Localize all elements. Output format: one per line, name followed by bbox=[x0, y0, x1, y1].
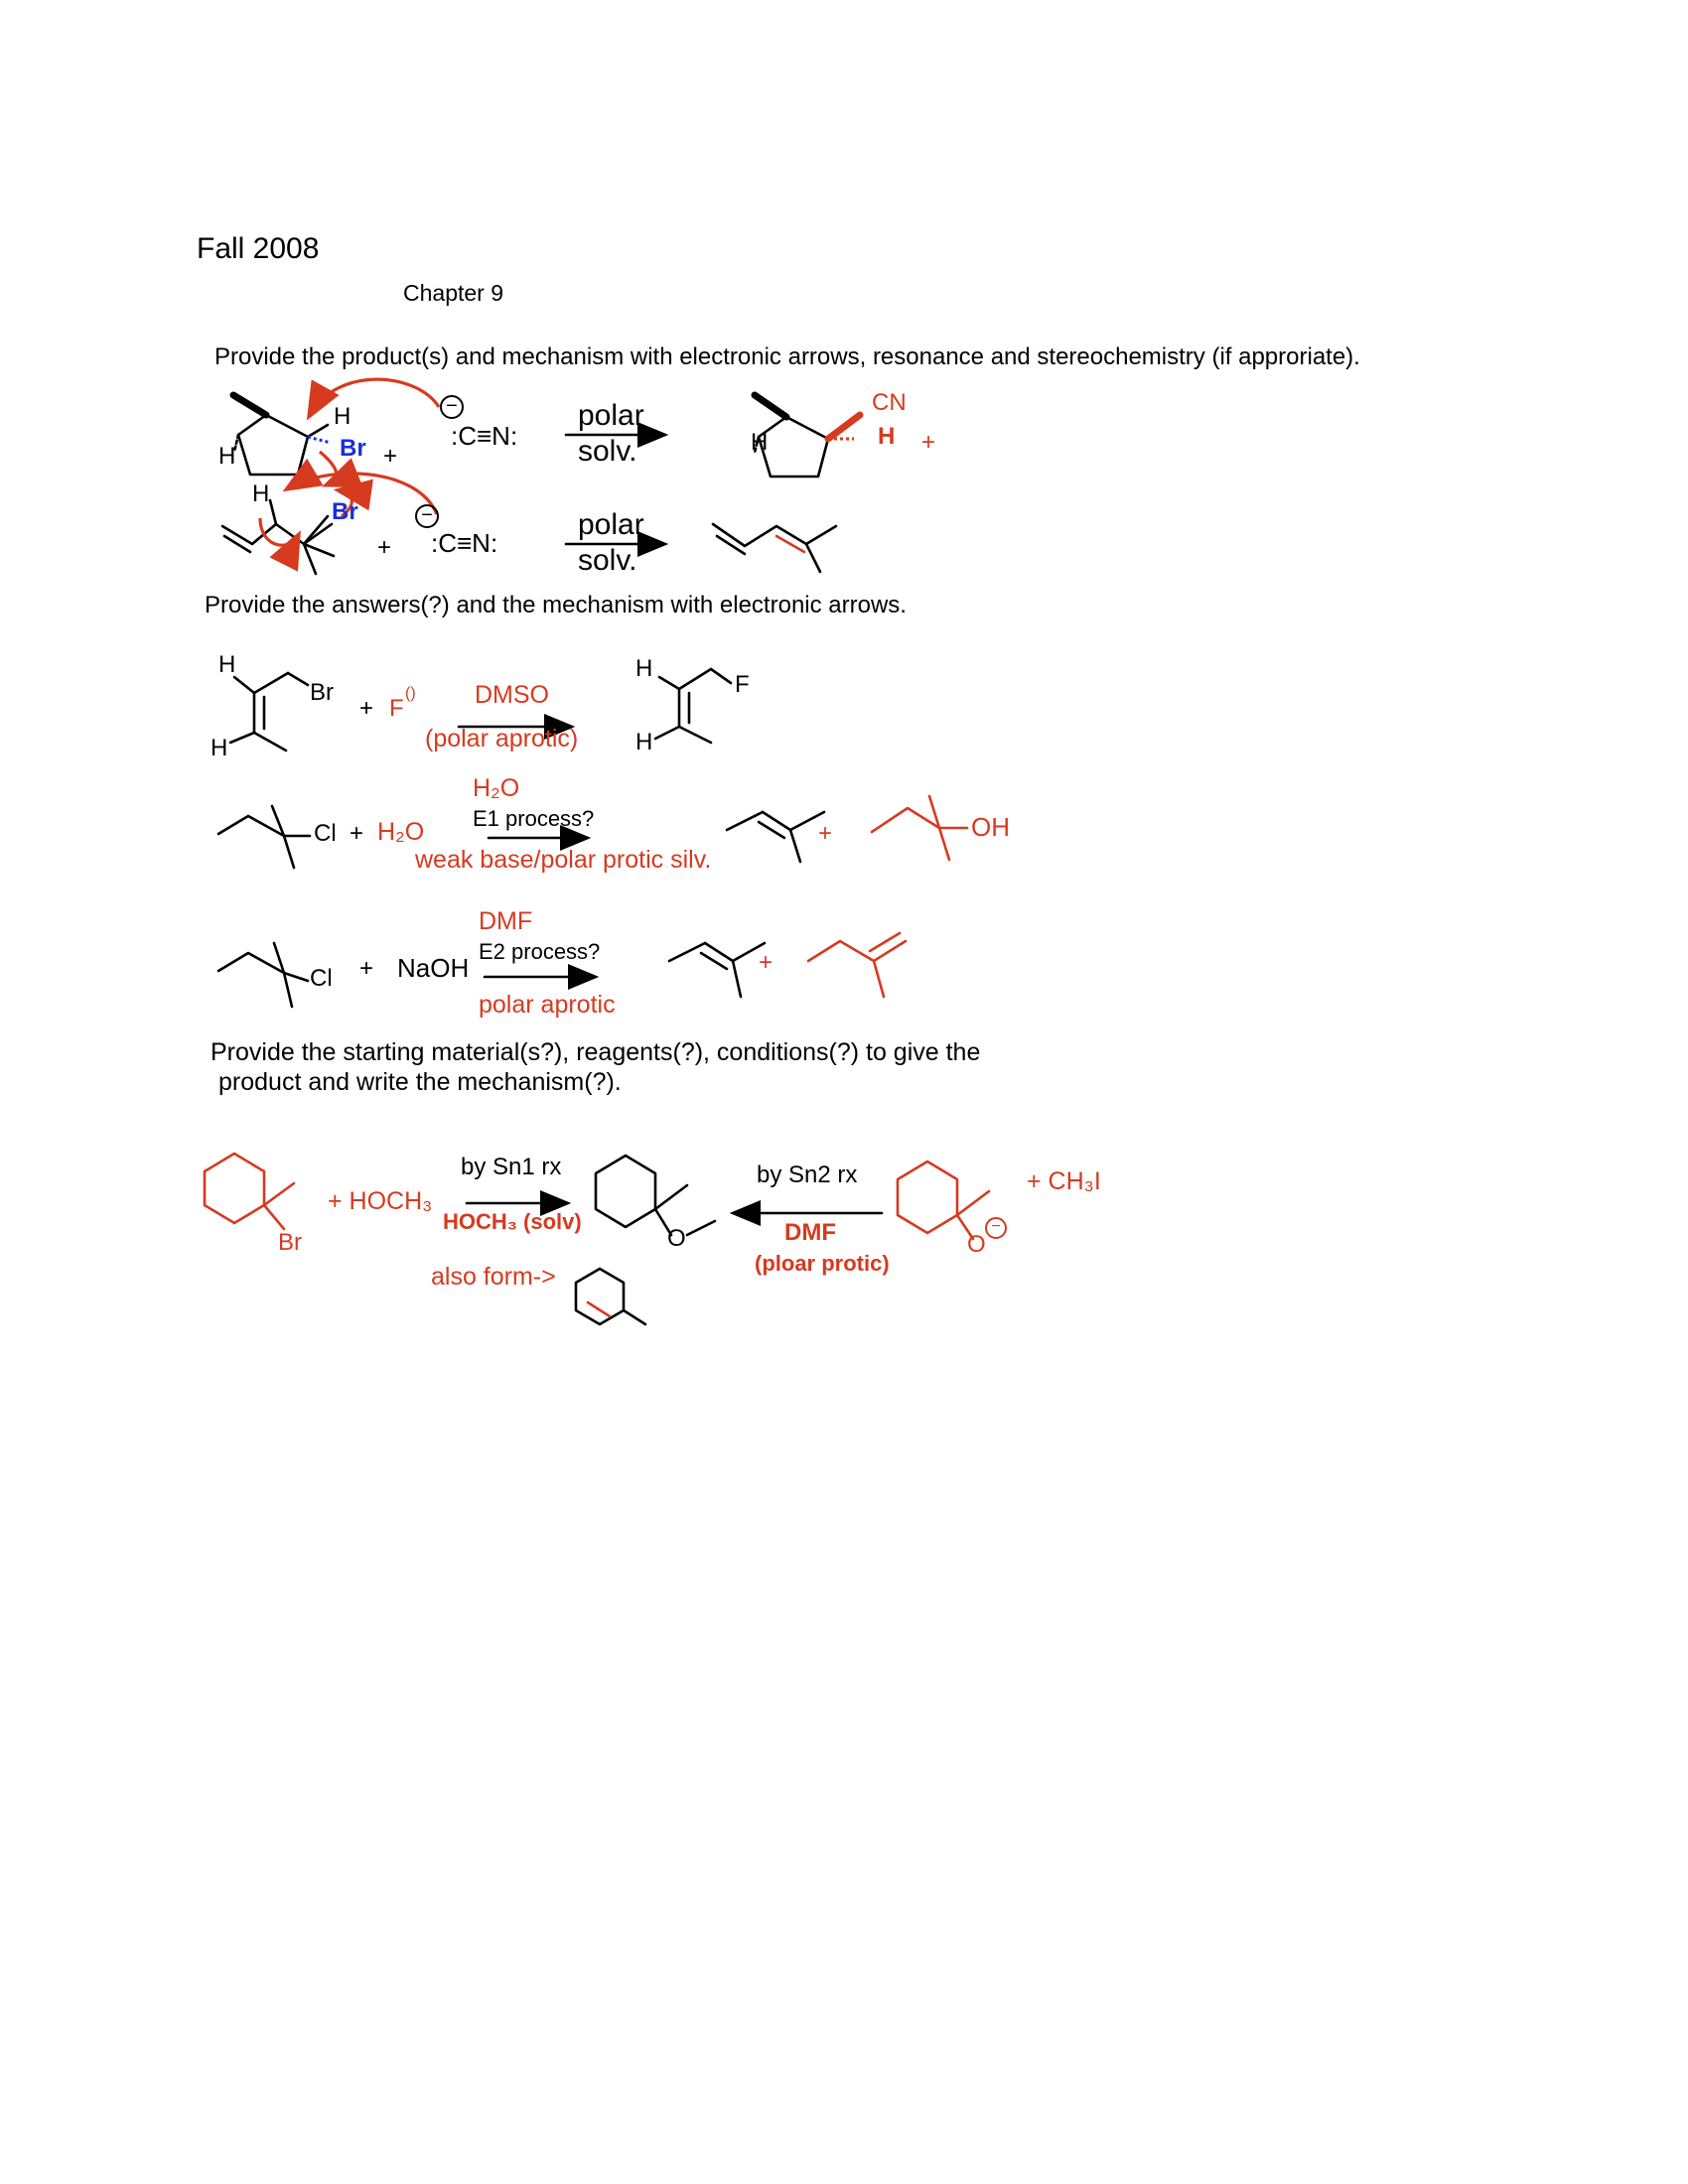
r6-reagent: + HOCH₃ bbox=[328, 1187, 433, 1215]
r2-reactant-chain bbox=[222, 500, 334, 574]
r5-cond-bottom: polar aprotic bbox=[479, 991, 616, 1019]
r4-oh: OH bbox=[971, 812, 1010, 842]
r3-cond-bottom: (polar aprotic) bbox=[425, 725, 579, 752]
r6-methyl-iodide: + CH₃I bbox=[1027, 1167, 1101, 1195]
r6-alkoxide bbox=[898, 1161, 989, 1239]
r4-cond-bottom: weak base/polar protic silv. bbox=[415, 846, 712, 874]
chapter-label: Chapter 9 bbox=[403, 280, 504, 306]
r4-reactant bbox=[218, 806, 310, 868]
r4-plus: + bbox=[350, 820, 364, 847]
r6-product bbox=[596, 1156, 715, 1235]
section3-instruction-line2: product and write the mechanism(?). bbox=[218, 1068, 622, 1096]
r1-br-label: Br bbox=[340, 435, 366, 462]
r4-water: H₂O bbox=[377, 818, 425, 846]
r2-nucleophile: :C≡N: bbox=[431, 528, 498, 558]
r3-product bbox=[655, 669, 731, 743]
r2-plus: + bbox=[377, 534, 392, 561]
r5-base: NaOH bbox=[397, 953, 470, 983]
r1-cond-bottom: solv. bbox=[578, 435, 637, 468]
r3-p-h2: H bbox=[635, 729, 653, 755]
r6-cond2-bottom: (ploar protic) bbox=[755, 1251, 890, 1276]
r5-plus: + bbox=[359, 955, 374, 982]
r3-plus: + bbox=[359, 695, 374, 722]
r6-starting-material bbox=[205, 1154, 294, 1229]
r6-negative-charge-icon: − bbox=[985, 1217, 1007, 1239]
r1-h-left: H bbox=[218, 443, 236, 470]
r2-arrow-deprotonate bbox=[288, 474, 437, 514]
r6-o-minus: O bbox=[967, 1231, 986, 1258]
r1-h-top: H bbox=[334, 403, 352, 430]
r4-product-alcohol bbox=[872, 796, 967, 860]
r5-product-alkene2 bbox=[808, 933, 906, 997]
r2-negative-charge-icon: − bbox=[415, 504, 439, 528]
r1-cond-top: polar bbox=[578, 399, 644, 432]
r1-negative-charge-icon: − bbox=[440, 395, 464, 419]
r6-alkene-byproduct bbox=[576, 1269, 645, 1324]
r1-plus: + bbox=[383, 443, 398, 470]
r5-reactant bbox=[218, 943, 308, 1007]
r3-h2: H bbox=[211, 735, 228, 761]
r1-prod-cn: CN bbox=[872, 389, 907, 416]
section2-instruction: Provide the answers(?) and the mechanism with electronic arrows. bbox=[205, 592, 907, 618]
r2-cond-bottom: solv. bbox=[578, 544, 637, 577]
r6-cond2-mid: DMF bbox=[784, 1219, 836, 1246]
r1-prod-h2: H bbox=[878, 423, 896, 450]
r6-br: Br bbox=[278, 1229, 302, 1256]
r3-cond-top: DMSO bbox=[475, 681, 549, 709]
r5-product-alkene1 bbox=[669, 943, 765, 997]
r4-product-alkene bbox=[727, 812, 824, 862]
r4-cl: Cl bbox=[314, 820, 337, 847]
r1-prod-h: H bbox=[751, 429, 769, 456]
r6-also: also form-> bbox=[431, 1263, 556, 1291]
r6-o: O bbox=[667, 1225, 686, 1252]
r5-cond-top: DMF bbox=[479, 907, 533, 935]
r6-cond2-top: by Sn2 rx bbox=[757, 1161, 858, 1188]
r1-arrow-br-leave bbox=[320, 452, 337, 484]
r2-product-chain bbox=[713, 524, 836, 572]
r4-cond-mid: E1 process? bbox=[473, 806, 595, 831]
r5-cl: Cl bbox=[310, 965, 333, 992]
r6-cond-top: by Sn1 rx bbox=[461, 1154, 562, 1180]
r2-cond-top: polar bbox=[578, 508, 644, 541]
r2-br-label: Br bbox=[332, 498, 358, 525]
r3-p-f: F bbox=[735, 671, 750, 698]
r5-plus2: + bbox=[759, 949, 774, 976]
r1-arrow-cn-attack bbox=[310, 379, 439, 415]
r1-nucleophile: :C≡N: bbox=[451, 421, 518, 451]
section3-instruction-line1: Provide the starting material(s?), reagents(?), conditions(?) to give the bbox=[211, 1038, 981, 1066]
r3-p-h1: H bbox=[635, 655, 653, 682]
r2-h-top: H bbox=[252, 480, 270, 507]
r3-reactant bbox=[230, 673, 308, 751]
r1-prod-plus: + bbox=[921, 429, 936, 456]
r4-plus2: + bbox=[818, 820, 833, 847]
r3-fluoride: F bbox=[389, 695, 404, 722]
r6-cond-bottom: HOCH₃ (solv) bbox=[443, 1209, 582, 1234]
r5-cond-mid: E2 process? bbox=[479, 939, 601, 964]
r4-cond-top: H₂O bbox=[473, 774, 520, 802]
section1-instruction: Provide the product(s) and mechanism with electronic arrows, resonance and stereochemistry (if approriate). bbox=[214, 343, 1360, 370]
r1-product-ring bbox=[755, 395, 860, 477]
r3-h1: H bbox=[218, 651, 236, 678]
r3-br: Br bbox=[310, 679, 334, 706]
r3-fluoride-charge: () bbox=[405, 685, 416, 702]
page-title: Fall 2008 bbox=[197, 232, 320, 265]
